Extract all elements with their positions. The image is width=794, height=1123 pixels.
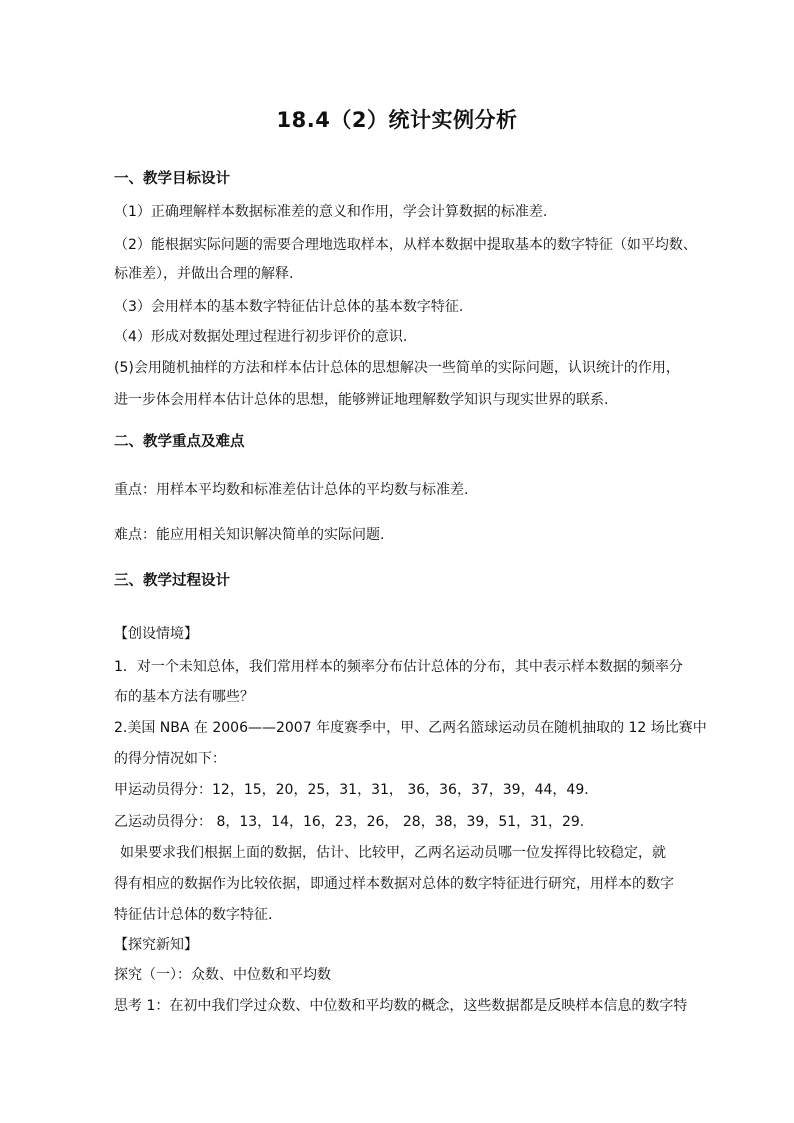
explore-1-heading: 探究（一）：众数、中位数和平均数: [114, 967, 331, 983]
paragraph-line-3: 特征估计总体的数字特征.: [114, 907, 273, 923]
player-a-scores: 甲运动员得分：12，15，20，25，31，31， 36，36，37，39，44，49.: [114, 782, 589, 798]
key-point-text: 重点：用样本平均数和标准差估计总体的平均数与标准差.: [114, 482, 469, 498]
think-1-text: 思考 1：在初中我们学过众数、中位数和平均数的概念，这些数据都是反映样本信息的数字特: [114, 998, 688, 1014]
explore-label: 【探究新知】: [114, 937, 198, 953]
question-2-line-1: 2.美国 NBA 在 2006——2007 年度赛季中，甲、乙两名篮球运动员在随机抽取的 12 场比赛中: [114, 720, 707, 736]
section-heading-key-points: 二、教学重点及难点: [114, 434, 245, 450]
objective-item-5: (5)会用随机抽样的方法和样本估计总体的思想解决一些简单的实际问题，认识统计的作用，: [114, 360, 680, 376]
difficulty-text: 难点：能应用相关知识解决简单的实际问题.: [114, 527, 385, 543]
objective-item-3: （3）会用样本的基本数字特征估计总体的基本数字特征.: [114, 299, 464, 315]
section-heading-objectives: 一、教学目标设计: [114, 171, 230, 187]
player-b-scores: 乙运动员得分： 8，13，14，16，23，26， 28，38，39，51，31，29.: [114, 814, 585, 830]
objective-item-2-cont: 标准差），并做出合理的解释.: [114, 266, 294, 282]
document-title: 18.4（2）统计实例分析: [276, 108, 518, 132]
objective-item-1: （1）正确理解样本数据标准差的意义和作用，学会计算数据的标准差.: [114, 204, 548, 220]
objective-item-4: （4）形成对数据处理过程进行初步评价的意识.: [114, 329, 408, 345]
paragraph-line-2: 得有相应的数据作为比较依据，即通过样本数据对总体的数字特征进行研究，用样本的数字: [114, 876, 674, 892]
situation-label: 【创设情境】: [114, 626, 198, 642]
paragraph-line-1: 如果要求我们根据上面的数据，估计、比较甲，乙两名运动员哪一位发挥得比较稳定，就: [120, 845, 666, 861]
question-1-line-1: 1．对一个未知总体，我们常用样本的频率分布估计总体的分布，其中表示样本数据的频率分: [114, 659, 683, 675]
objective-item-5-cont: 进一步体会用样本估计总体的思想，能够辨证地理解数学知识与现实世界的联系.: [114, 392, 609, 408]
question-1-line-2: 布的基本方法有哪些？: [114, 689, 254, 705]
question-2-line-2: 的得分情况如下：: [114, 751, 226, 767]
section-heading-process: 三、教学过程设计: [114, 573, 230, 589]
objective-item-2: （2）能根据实际问题的需要合理地选取样本，从样本数据中提取基本的数字特征（如平均数、: [114, 237, 697, 253]
